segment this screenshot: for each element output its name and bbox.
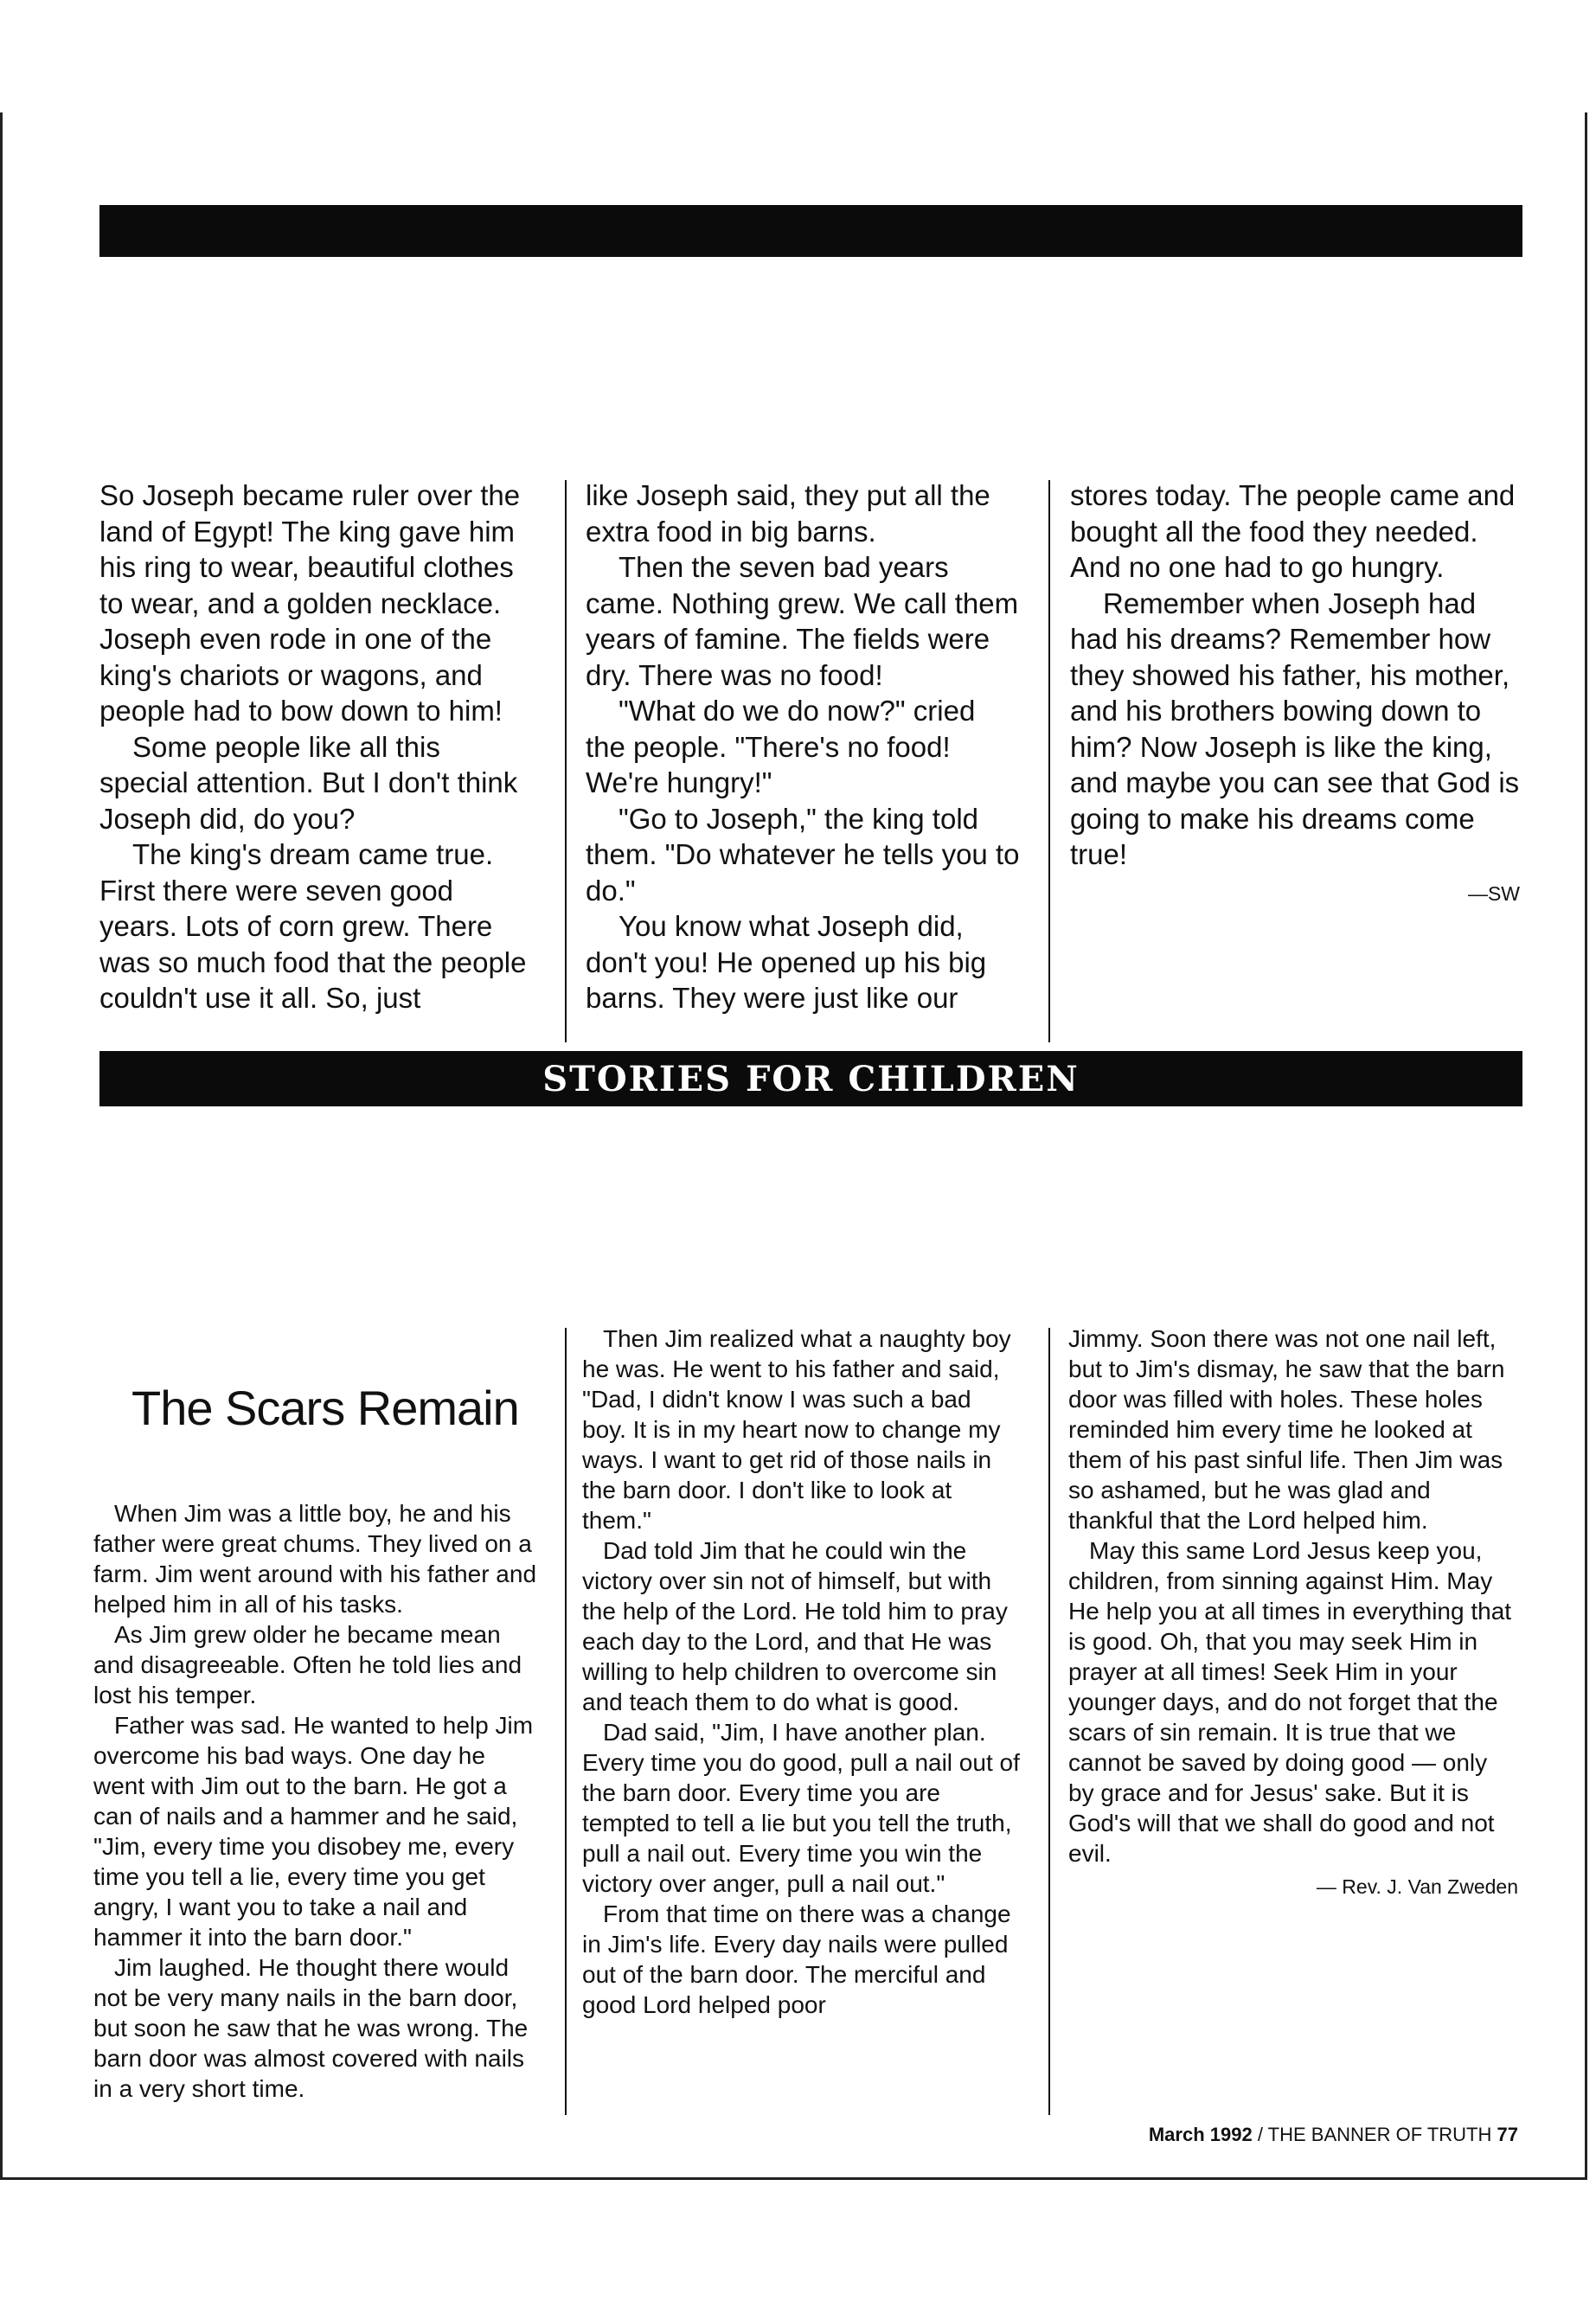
column-divider [1048,480,1050,1042]
section-title: STORIES FOR CHILDREN [542,1058,1080,1099]
footer-publication: / THE BANNER OF TRUTH [1257,2124,1492,2145]
footer-date: March 1992 [1148,2124,1253,2145]
paragraph: Dad told Jim that he could win the victory over sin not of himself, but with the help of the Lord. He told him to pray each day to the Lord, and that He was willing to help children to overcome sin and teach them to do what is good. [582,1537,1008,1715]
joseph-column-1 [99,478,536,1031]
footer-page-number: 77 [1497,2124,1518,2145]
column-divider [565,480,567,1042]
paragraph: Some people like all this special attention. But I don't think Joseph did, do you? [99,730,518,835]
signature: —SW [1467,881,1520,905]
scars-column-2 [582,1324,1022,2020]
paragraph: So Joseph became ruler over the land of Egypt! The king gave him his ring to wear, beautiful clothes to wear, and a golden necklace. Joseph even rode in one of the king's chariots or wagons, and people had to bow down to him! [99,479,521,727]
paragraph: Then Jim realized what a naughty boy he was. He went to his father and said, "Dad, I didn't know I was such a bad boy. It is in my heart now to change my ways. I want to get rid of those nails in the barn door. I don't like to look at them." [582,1325,1011,1534]
column-divider [1048,1328,1050,2115]
column-divider [565,1328,567,2115]
paragraph: May this same Lord Jesus keep you, children, from sinning against Him. May He help you at all times in everything that is good. Oh, that you may seek Him in prayer at all times! Seek Him in your younger days, and do not forget that the scars of sin remain. It is true that we cannot be saved by doing good — only by grace and for Jesus' sake. But it is God's will that we shall do good and not evil. [1068,1537,1512,1867]
paragraph: Dad said, "Jim, I have another plan. Every time you do good, pull a nail out of the barn door. Every time you are tempted to tell a lie but you tell the truth, pull a nail out. Every time you win the victory over anger, pull a nail out." [582,1719,1020,1897]
scars-column-3 [1068,1324,1518,1902]
paragraph: like Joseph said, they put all the extra food in big barns. [586,479,990,548]
joseph-column-3 [1070,478,1520,1031]
paragraph: stores today. The people came and bought all the food they needed. And no one had to go hungry. [1070,479,1516,583]
page-footer [1149,2124,1518,2146]
section-banner [99,1051,1522,1106]
paragraph: Jim laughed. He thought there would not be very many nails in the barn door, but soon he saw that he was wrong. The barn door was almost covered with nails in a very short time. [93,1954,529,2102]
paragraph: "What do we do now?" cried the people. "There's no food! We're hungry!" [586,695,976,798]
joseph-column-2 [586,478,1022,1031]
paragraph: You know what Joseph did, don't you! He opened up his big barns. They were just like our [586,910,987,1014]
paragraph: "Go to Joseph," the king told them. "Do whatever he tells you to do." [586,802,1020,907]
story-title: The Scars Remain [131,1381,519,1435]
scars-column-1 [93,1498,539,2104]
paragraph: Jimmy. Soon there was not one nail left, but to Jim's dismay, he saw that the barn door was filled with holes. These holes reminded him every time he looked at them of his past sinful life. Then Jim was so ashamed, but he was glad and thankful that the Lord helped him. [1068,1325,1505,1534]
paragraph: The king's dream came true. First there were seven good years. Lots of corn grew. There was so much food that the people couldn't use it all. So, just [99,838,527,1014]
paragraph: Remember when Joseph had had his dreams? Remember how they showed his father, his mother, and his brothers bowing down to him? Now Joseph is like the king, and maybe you can see that God is going to make his dreams come true! [1070,586,1520,870]
top-banner-bar [99,205,1522,257]
paragraph: From that time on there was a change in Jim's life. Every day nails were pulled out of the barn door. The merciful and good Lord helped poor [582,1900,1011,2018]
signature: — Rev. J. Van Zweden [1316,1875,1518,1898]
paragraph: Then the seven bad years came. Nothing grew. We call them years of famine. The fields were dry. There was no food! [586,551,1019,691]
paragraph: As Jim grew older he became mean and disagreeable. Often he told lies and lost his temper. [93,1621,522,1708]
paragraph: When Jim was a little boy, he and his father were great chums. They lived on a farm. Jim went around with his father and helped him in all of his tasks. [93,1500,537,1618]
paragraph: Father was sad. He wanted to help Jim overcome his bad ways. One day he went with Jim out to the barn. He got a can of nails and a hammer and he said, "Jim, every time you disobey me, every time you tell a lie, every time you get angry, I want you to take a nail and hammer it into the barn door." [93,1712,534,1951]
